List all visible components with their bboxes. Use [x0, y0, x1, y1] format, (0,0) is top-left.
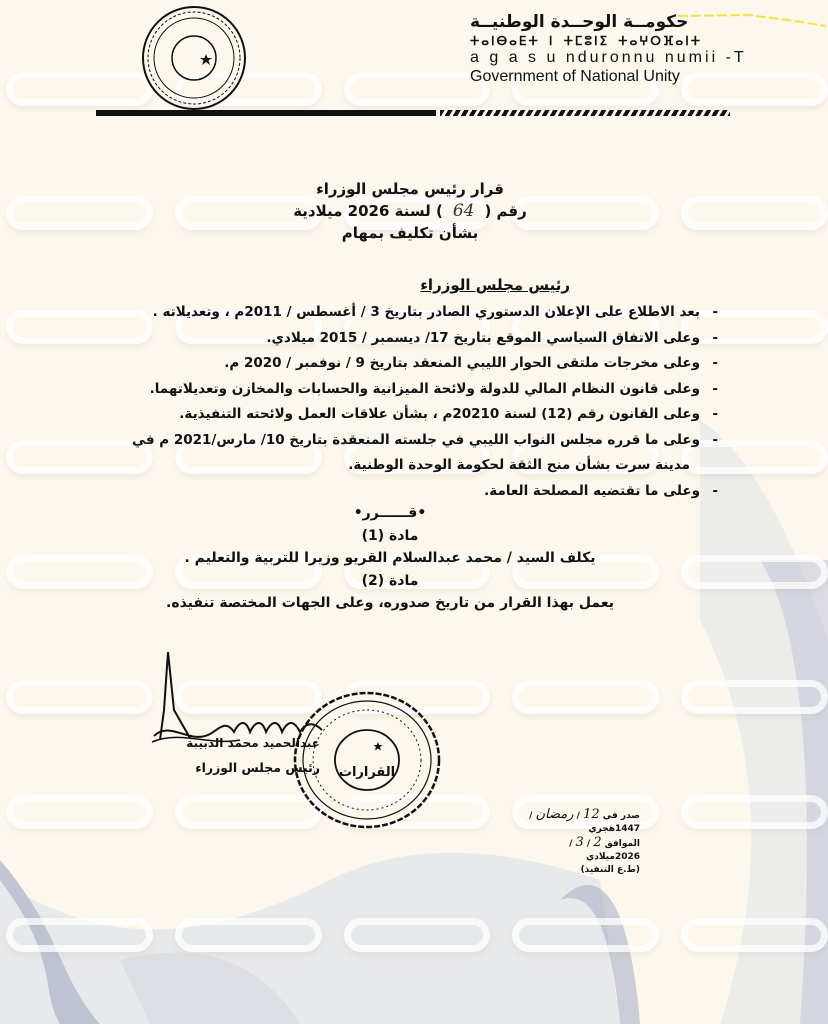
header-rope-ornament: [440, 110, 730, 116]
decision-heading: •قــــــرر•: [353, 505, 427, 521]
official-stamp-icon: [292, 690, 442, 830]
decree-number: 64: [452, 201, 475, 221]
government-name-english: Government of National Unity: [470, 68, 680, 85]
article-2-title: مادة (2): [361, 572, 419, 589]
issue-date-block: [520, 808, 640, 877]
government-name-tifinagh: ⵜⴰⵏⴱⴰⴹⵜ ⵏ ⵜⵎⵓⵏⵉ ⵜⴰⵖⵔⴼⴰⵏⵜ: [470, 34, 702, 48]
government-name-amazigh-latin: a g a s u nduronnu numii -T: [470, 49, 747, 66]
clause-item: - وعلى الاتفاق السياسي الموقع بتاريخ 17/ ديسمبر / 2015 ميلادي.: [98, 326, 718, 352]
article-2-text: يعمل بهذا القرار من تاريخ صدوره، وعلى الجهات المختصة تنفيذه.: [166, 595, 614, 611]
decree-subject: بشأن تكليف بمهام: [341, 224, 479, 242]
clause-item: - بعد الاطلاع على الإعلان الدستوري الصادر بتاريخ 3 / أغسطس / 2011م ، وتعديلاته .: [98, 300, 718, 326]
decree-heading: قرار رئيس مجلس الوزراء: [316, 180, 504, 198]
signatory-name: عبدالحميد محمد الدبيبة: [186, 736, 320, 750]
header-rule: [96, 110, 436, 116]
highlighter-mark: [678, 2, 828, 32]
gregorian-date: الموافق 2 / 3 / 2026ميلادي: [569, 835, 640, 862]
decision-section: [150, 502, 630, 615]
date-note: (ط.ع التنفيذ): [580, 865, 640, 875]
signatory-title: رئيس مجلس الوزراء: [195, 760, 320, 775]
clause-item: - وعلى القانون رقم (12) لسنة 20210م ، بشأن علاقات العمل ولائحته التنفيذية.: [98, 402, 718, 428]
hijri-date: صدر في 12 / رمضان / 1447هجري: [529, 807, 640, 834]
article-1-title: مادة (1): [361, 527, 419, 544]
decree-number-line: رقم (64) لسنة 2026 ميلادية: [293, 201, 527, 221]
government-seal-icon: [140, 4, 248, 112]
stamp-label: القرارات: [338, 765, 396, 780]
issuer-heading: رئيس مجلس الوزراء: [420, 276, 570, 294]
decree-title: [200, 178, 620, 244]
preamble-clauses: [98, 300, 718, 504]
clause-item: - وعلى ما قرره مجلس النواب الليبي في جلسته المنعقدة بتاريخ 10/ مارس/2021 م في: [98, 428, 718, 454]
government-name-arabic: حكومــة الوحــدة الوطنيــة: [470, 12, 689, 32]
article-1-text: يكلف السيد / محمد عبدالسلام القريو وزيرا للتربية والتعليم .: [184, 550, 596, 566]
clause-item: - وعلى قانون النظام المالي للدولة ولائحة الميزانية والحسابات والمخازن وتعديلاتهما.: [98, 377, 718, 403]
clause-item: - وعلى مخرجات ملتقى الحوار الليبي المنعقد بتاريخ 9 / نوفمبر / 2020 م.: [98, 351, 718, 377]
clause-item: - وعلى ما تقتضيه المصلحة العامة.: [98, 479, 718, 505]
clause-continuation: مدينة سرت بشأن منح الثقة لحكومة الوحدة الوطنية.: [348, 457, 690, 473]
